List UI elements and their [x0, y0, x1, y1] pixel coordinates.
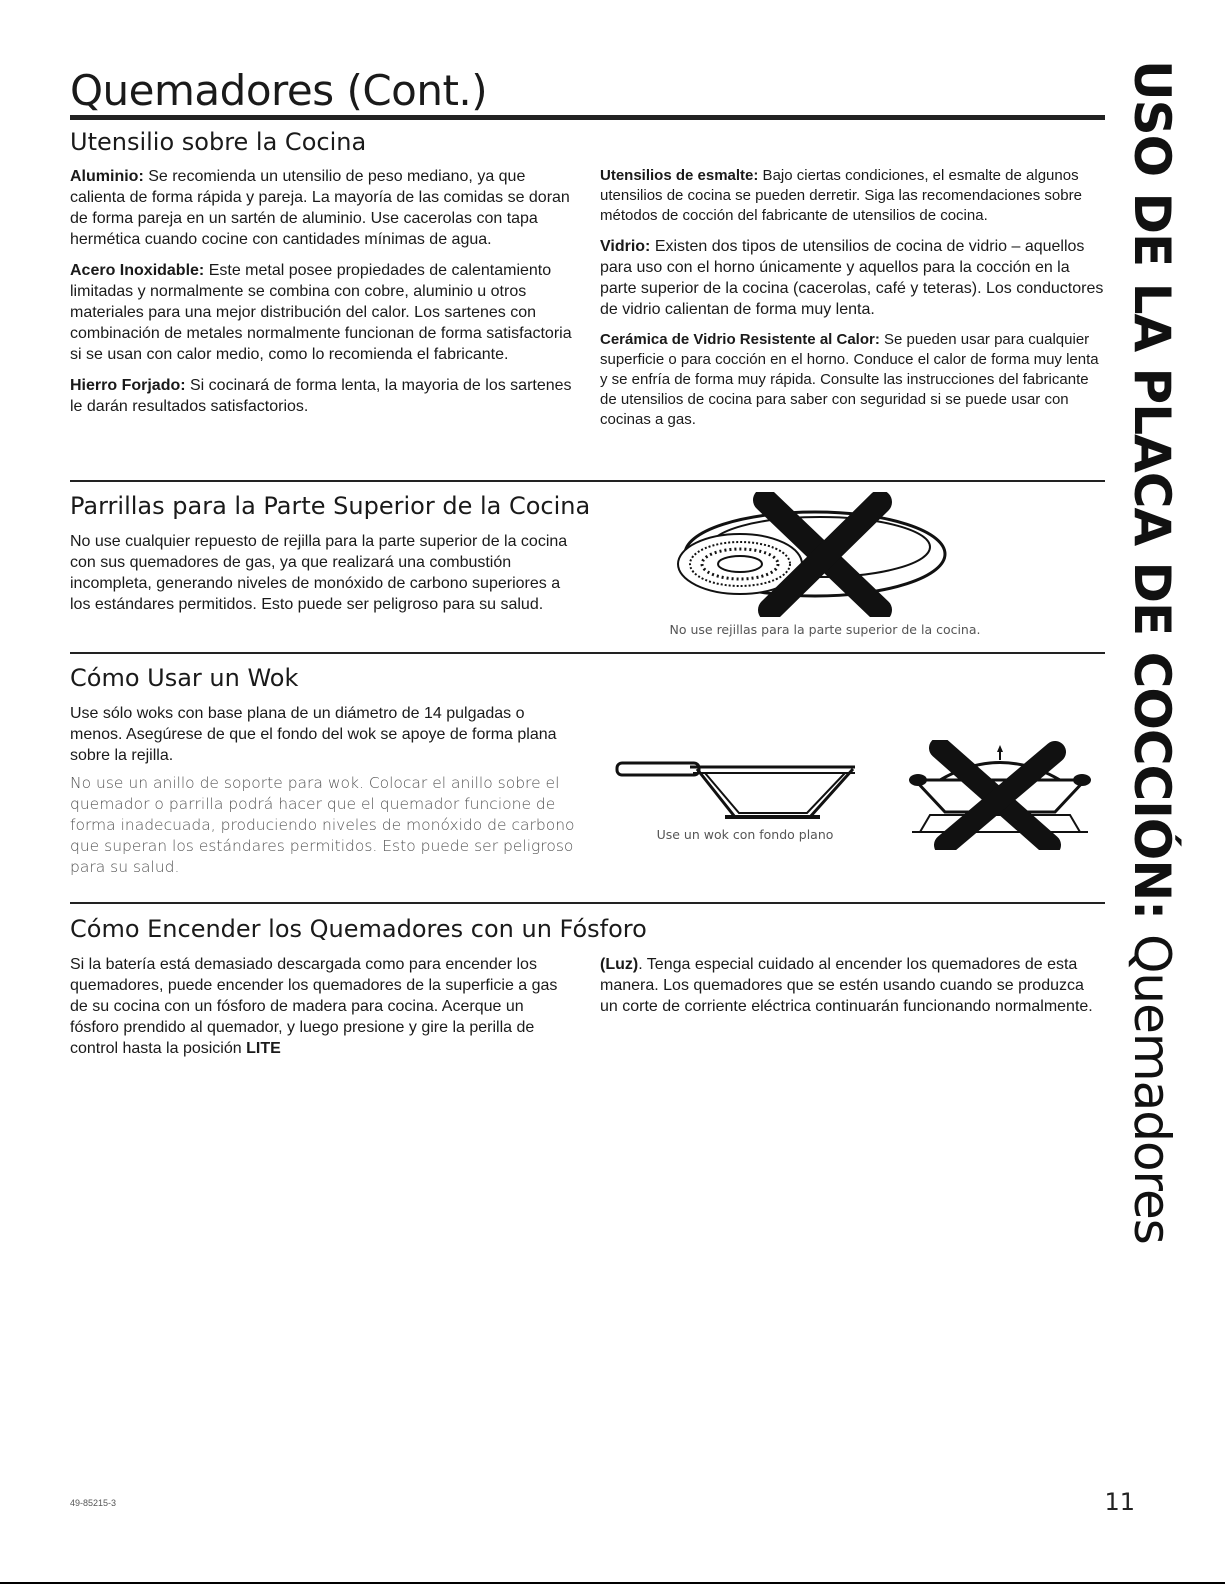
paragraph-esmalte: [600, 166, 1105, 226]
section-divider-2: [70, 652, 1105, 654]
paragraph-acero: [70, 260, 575, 365]
text-aluminio: Se recomienda un utensilio de peso mediano, ya que calienta de forma rápida y pareja. La mayoría de las comidas se doran de forma pareja en un sartén de aluminio. Use cacerolas con tapa hermética cuando cocine con cantidades mínimas de agua.: [70, 168, 570, 248]
bottom-edge-line: [0, 1582, 1225, 1584]
section-heading-wok: Cómo Usar un Wok: [70, 664, 299, 692]
text-fosforo-left: Si la batería está demasiado descargada como para encender los quemadores, puede encender los quemadores de la superficie a gas de su cocina con un fósforo de madera para cocina. Acerque un fósforo prendido al quemador, y luego presione y gire la perilla de control hasta la posición: [70, 956, 558, 1057]
section-heading-fosforo: Cómo Encender los Quemadores con un Fósforo: [70, 915, 647, 943]
text-hierro: Si cocinará de forma lenta, la mayoria de los sartenes le darán resultados satisfactorios.: [70, 377, 572, 415]
paragraph-hierro: [70, 375, 575, 417]
label-luz: (Luz): [600, 956, 639, 973]
text-fosforo-right: . Tenga especial cuidado al encender los quemadores de esta manera. Los quemadores que se estén usando cuando se produzca un corte de corriente eléctrica continuarán funcionando normalmente.: [600, 956, 1093, 1015]
text-vidrio: Existen dos tipos de utensilios de cocina de vidrio – aquellos para uso con el horno únicamente y aquellos para la cocción en la parte superior de la cocina (cacerolas, café y teteras). Los conductores de vidrio calientan de forma muy lenta.: [600, 238, 1104, 318]
label-esmalte: Utensilios de esmalte:: [600, 167, 759, 184]
burner-grate-illustration: [670, 492, 970, 617]
paragraph-vidrio: [600, 236, 1105, 320]
caption-parrillas: No use rejillas para la parte superior de la cocina.: [669, 622, 981, 637]
paragraph-aluminio: [70, 166, 575, 250]
text-acero: Este metal posee propiedades de calentamiento limitadas y normalmente se combina con cobre, aluminio u otros materiales para una mejor distribución del calor. Los sartenes con combinación de metales normalmente funcionan de forma satisfactoria si se usan con calor medio, como lo recomienda el fabricante.: [70, 262, 572, 363]
caption-wok: Use un wok con fondo plano: [656, 827, 834, 842]
label-ceramica: Cerámica de Vidrio Resistente al Calor:: [600, 331, 880, 348]
paragraph-fosforo-left: [70, 954, 575, 1059]
paragraph-ceramica: [600, 330, 1105, 430]
paragraph-wok-2: No use un anillo de soporte para wok. Colocar el anillo sobre el quemador o parrilla podrá hacer que el quemador funcione de forma inadecuada, produciendo niveles de monóxido de carbono que superan los estándares permitidos. Esto puede ser peligroso para su salud.: [70, 774, 575, 876]
label-acero: Acero Inoxidable:: [70, 262, 205, 279]
side-title-light: Quemadores: [1123, 919, 1181, 1244]
title-rule: [70, 115, 1105, 120]
section-1-left-column: [70, 166, 575, 417]
paragraph-fosforo-right: [600, 954, 1105, 1017]
page-title: Quemadores (Cont.): [70, 66, 488, 115]
label-vidrio: Vidrio:: [600, 238, 651, 255]
side-title-bold: USO DE LA PLACA DE COCCIÓN:: [1123, 60, 1181, 920]
paragraph-parrillas: No use cualquier repuesto de rejilla para la parte superior de la cocina con sus quemadores de gas, ya que realizará una combustión incompleta, generando niveles de monóxido de carbono superiores a los estándares permitidos. Esto puede ser peligroso para su salud.: [70, 533, 568, 613]
section-divider-1: [70, 480, 1105, 482]
text-ceramica: Se pueden usar para cualquier superficie o para cocción en el horno. Conduce el calor de forma muy lenta y se enfría de forma muy rápida. Consulte las instrucciones del fabricante de utensilios de cocina para saber con seguridad si se puede usar con cocinas a gas.: [600, 331, 1099, 428]
wok-ring-illustration: [900, 740, 1100, 850]
document-code: 49-85215-3: [70, 1498, 117, 1508]
flat-wok-illustration: [615, 755, 860, 830]
side-title: [1117, 60, 1187, 1244]
text-esmalte: Bajo ciertas condiciones, el esmalte de algunos utensilios de cocina se pueden derretir. Siga las recomendaciones sobre métodos de cocción del fabricante de utensilios de cocina.: [600, 167, 1082, 224]
section-heading-parrillas: Parrillas para la Parte Superior de la Cocina: [70, 492, 591, 520]
label-aluminio: Aluminio:: [70, 168, 144, 185]
section-divider-3: [70, 902, 1105, 904]
section-heading-utensilio: Utensilio sobre la Cocina: [70, 128, 367, 156]
label-lite: LITE: [246, 1040, 281, 1057]
label-hierro: Hierro Forjado:: [70, 377, 186, 394]
paragraph-wok-1: Use sólo woks con base plana de un diámetro de 14 pulgadas o menos. Asegúrese de que el fondo del wok se apoye de forma plana sobre la rejilla.: [70, 705, 557, 764]
page-number: 11: [1104, 1488, 1135, 1516]
section-1-right-column: [600, 166, 1105, 430]
